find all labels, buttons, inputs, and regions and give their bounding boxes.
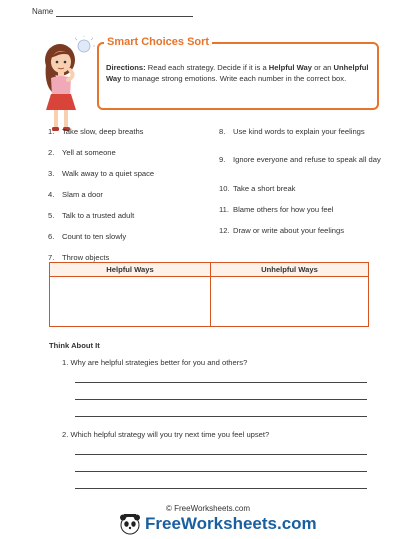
list-item: 4. Slam a door — [48, 190, 103, 199]
answer-line[interactable] — [75, 454, 367, 455]
lightbulb-icon — [75, 36, 95, 52]
unhelpful-ways-cell[interactable] — [211, 277, 368, 326]
name-label: Name — [32, 7, 54, 16]
question-2: 2. Which helpful strategy will you try next time you feel upset? — [62, 430, 270, 439]
answer-line[interactable] — [75, 416, 367, 417]
panda-icon — [119, 513, 141, 535]
think-about-it-heading: Think About It — [49, 341, 100, 350]
helpful-ways-header: Helpful Ways — [50, 263, 210, 277]
copyright-link[interactable]: © FreeWorksheets.com — [166, 504, 250, 513]
answer-line[interactable] — [75, 399, 367, 400]
list-item: 7. Throw objects — [48, 253, 110, 262]
directions-text: Directions: Read each strategy. Decide if it is a Helpful Way or an Unhelpful Way to manage strong emotions. Write each number in the correct box. — [106, 63, 369, 83]
brand-logo[interactable] — [119, 513, 317, 535]
brand-text-free: Free — [145, 514, 181, 533]
list-item: 9. Ignore everyone and refuse to speak all day — [219, 155, 381, 164]
sort-table — [49, 262, 369, 327]
list-item: 6. Count to ten slowly — [48, 232, 127, 241]
list-item: 11. Blame others for how you feel — [219, 205, 334, 214]
list-item: 5. Talk to a trusted adult — [48, 211, 135, 220]
name-input-line[interactable] — [56, 16, 193, 17]
brand-text-worksheets: Worksheets.com — [180, 514, 317, 533]
answer-line[interactable] — [75, 382, 367, 383]
list-item: 2. Yell at someone — [48, 148, 116, 157]
answer-line[interactable] — [75, 488, 367, 489]
thinking-girl-illustration — [34, 36, 96, 136]
question-1: 1. Why are helpful strategies better for you and others? — [62, 358, 248, 367]
list-item: 3. Walk away to a quiet space — [48, 169, 155, 178]
helpful-ways-cell[interactable] — [50, 277, 210, 326]
list-item: 12. Draw or write about your feelings — [219, 226, 345, 235]
unhelpful-ways-header: Unhelpful Ways — [211, 263, 368, 277]
worksheet-title: Smart Choices Sort — [104, 36, 212, 48]
list-item: 10. Take a short break — [219, 184, 296, 193]
answer-line[interactable] — [75, 471, 367, 472]
list-item: 8. Use kind words to explain your feelings — [219, 127, 365, 136]
directions-label: Directions: — [106, 63, 146, 72]
list-item: 1. Take slow, deep breaths — [48, 127, 144, 136]
